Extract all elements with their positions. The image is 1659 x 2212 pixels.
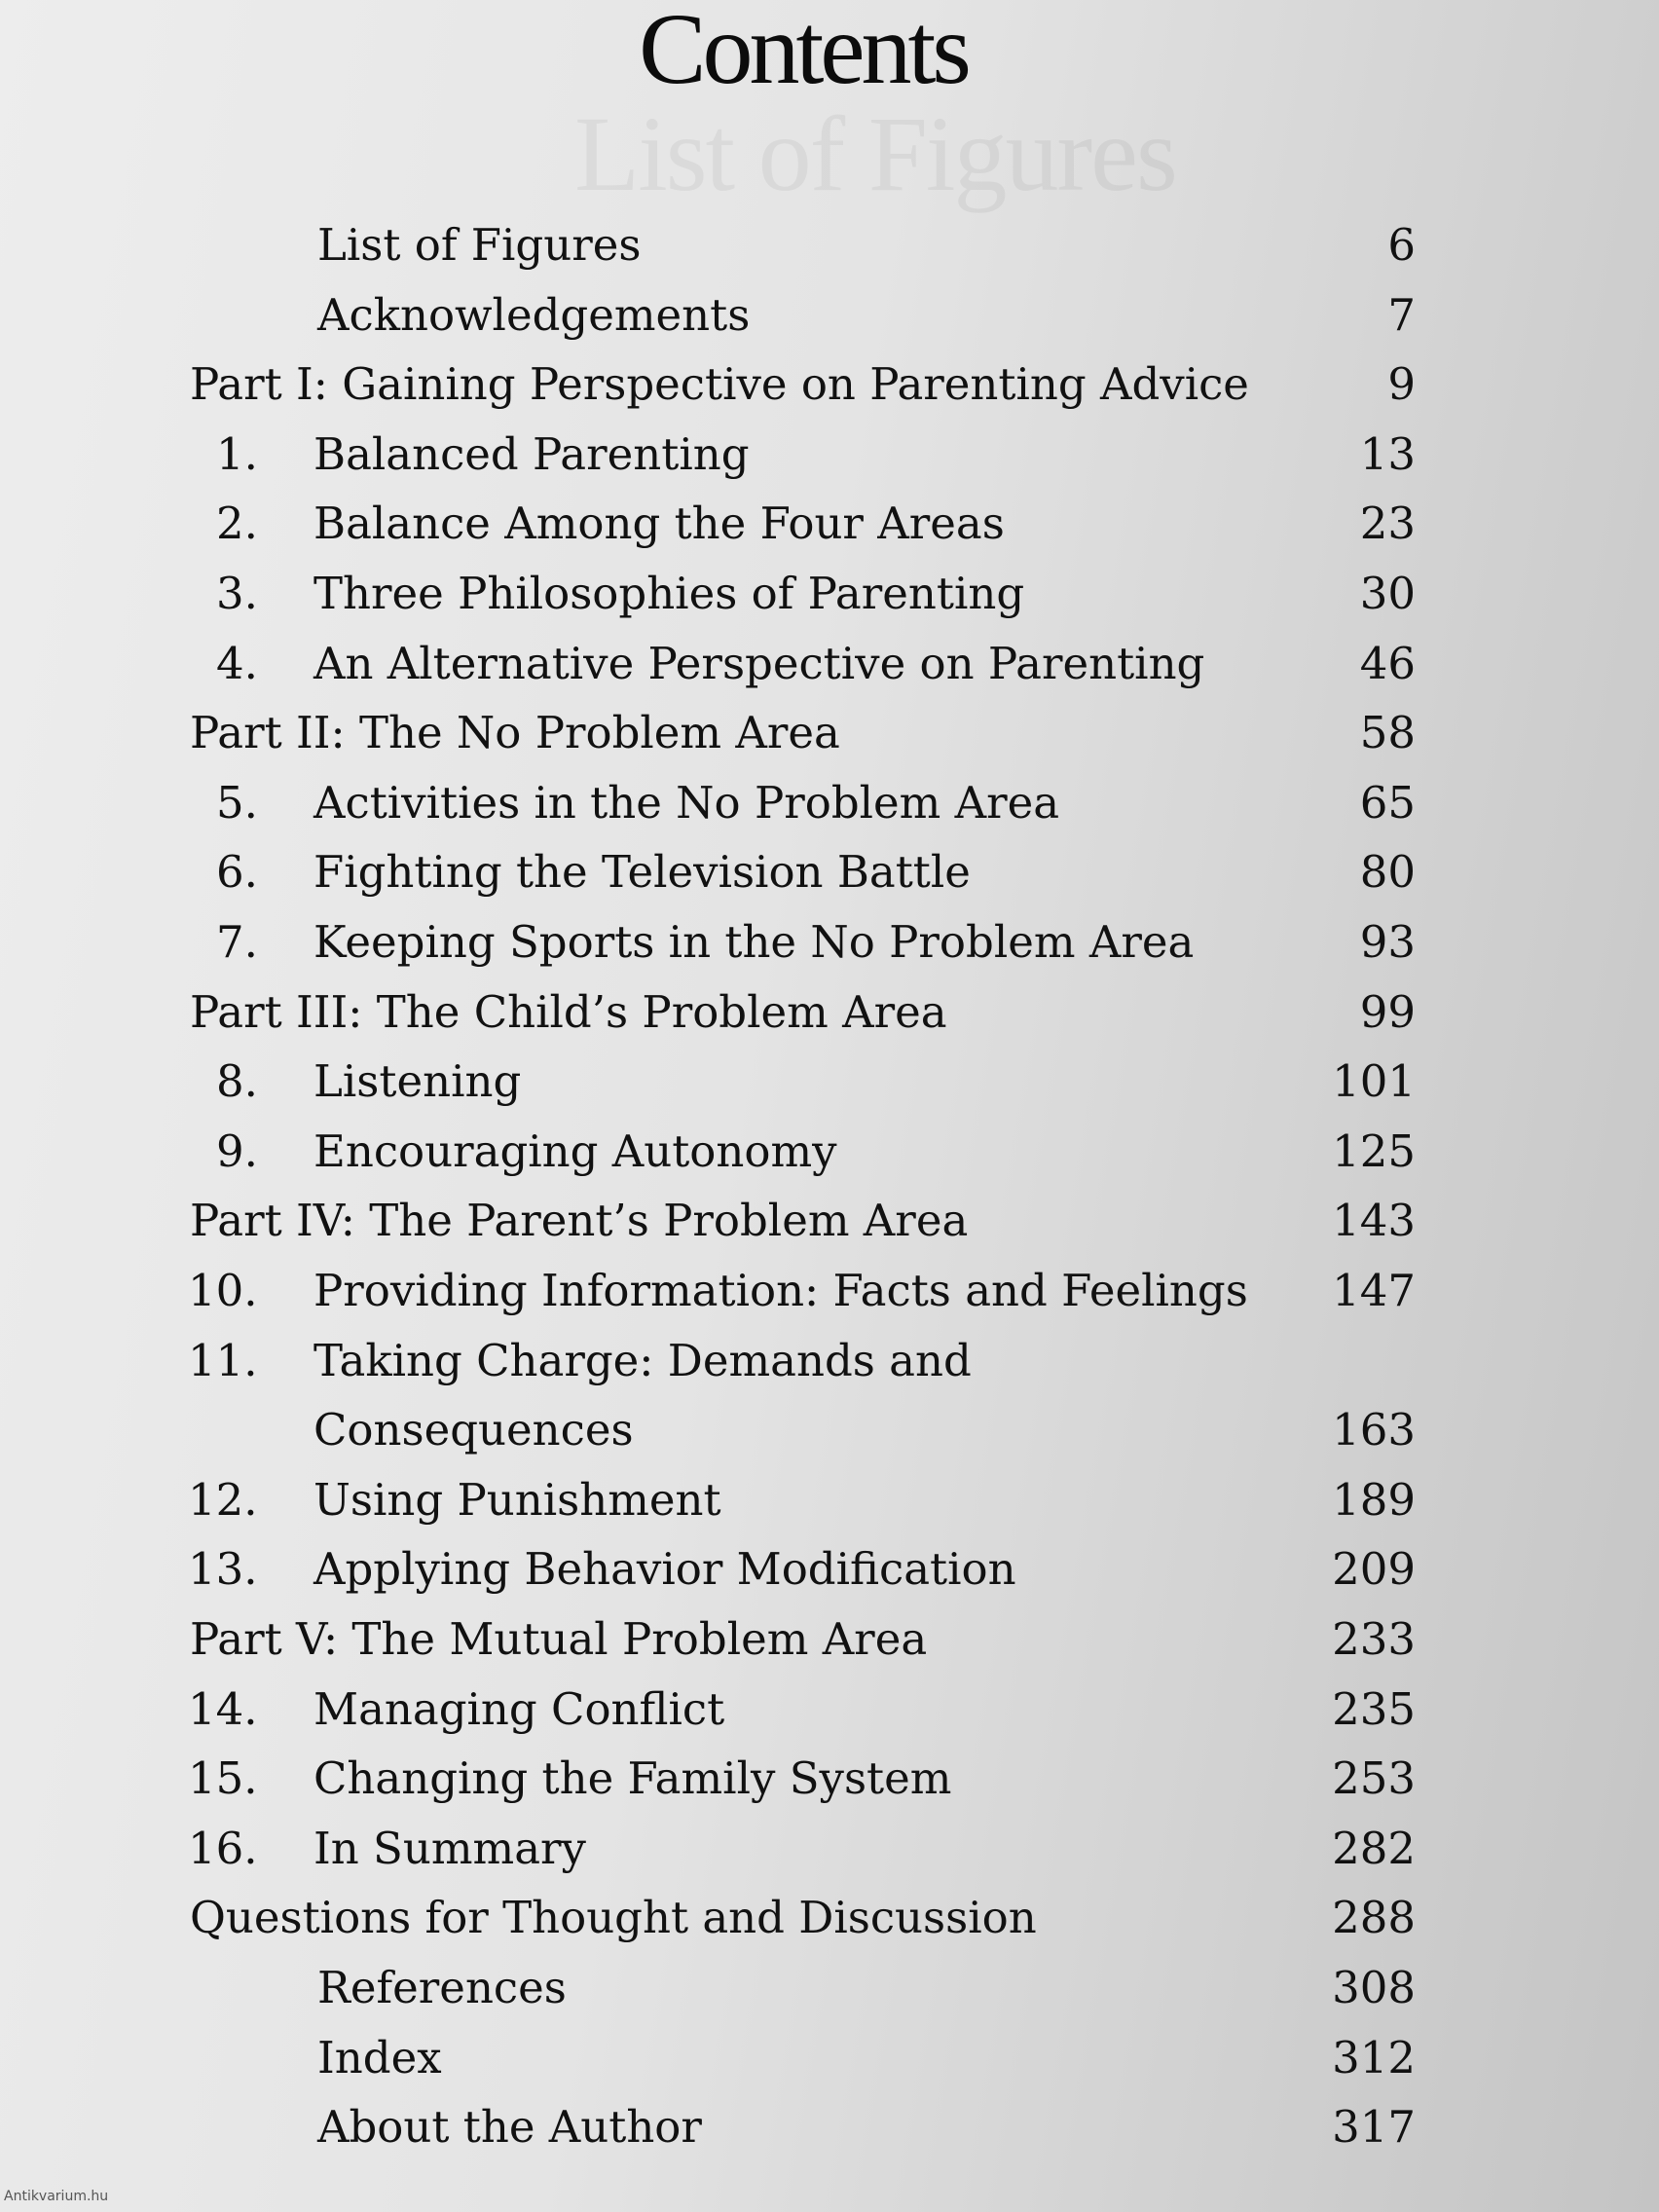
entry-title: Activities in the No Problem Area bbox=[313, 776, 1060, 829]
page-number: 125 bbox=[1332, 1124, 1416, 1177]
page-number: 288 bbox=[1332, 1892, 1416, 1944]
chapter-number: 2. bbox=[216, 498, 258, 550]
entry-title: Encouraging Autonomy bbox=[313, 1124, 837, 1177]
toc-entry bbox=[0, 1047, 1659, 1117]
toc-entry bbox=[0, 1953, 1659, 2023]
page-number: 253 bbox=[1332, 1752, 1416, 1805]
chapter-number: 12. bbox=[188, 1473, 258, 1526]
entry-title: Fighting the Television Battle bbox=[313, 846, 971, 899]
page-number: 99 bbox=[1359, 985, 1416, 1038]
page-number: 147 bbox=[1332, 1265, 1416, 1316]
page-number: 189 bbox=[1332, 1473, 1416, 1526]
page-number: 23 bbox=[1359, 498, 1416, 550]
chapter-number: 9. bbox=[216, 1124, 258, 1177]
toc-entry bbox=[0, 1256, 1659, 1326]
chapter-number: 13. bbox=[188, 1543, 258, 1596]
entry-title: Acknowledgements bbox=[317, 288, 751, 341]
toc-entry bbox=[0, 350, 1659, 420]
page-number: 7 bbox=[1387, 288, 1416, 341]
page-number: 233 bbox=[1332, 1613, 1416, 1665]
entry-title: Listening bbox=[313, 1055, 522, 1108]
chapter-number: 4. bbox=[216, 637, 258, 689]
entry-title: Questions for Thought and Discussion bbox=[190, 1892, 1037, 1944]
toc-entry bbox=[0, 698, 1659, 768]
page-number: 30 bbox=[1359, 568, 1416, 619]
page-number: 143 bbox=[1332, 1195, 1416, 1247]
entry-title: Part V: The Mutual Problem Area bbox=[190, 1613, 928, 1665]
entry-title: About the Author bbox=[317, 2101, 702, 2154]
toc-entry bbox=[0, 977, 1659, 1048]
toc-entry bbox=[0, 1534, 1659, 1604]
chapter-number: 16. bbox=[188, 1822, 258, 1874]
chapter-number: 6. bbox=[216, 846, 258, 899]
toc-entry bbox=[0, 837, 1659, 907]
toc-entry bbox=[0, 1604, 1659, 1675]
entry-title: Part I: Gaining Perspective on Parenting Advice bbox=[190, 358, 1249, 411]
entry-title: Providing Information: Facts and Feelings bbox=[313, 1265, 1248, 1316]
entry-title: List of Figures bbox=[317, 219, 642, 271]
entry-title: Index bbox=[317, 2031, 442, 2083]
page-number: 308 bbox=[1332, 1962, 1416, 2013]
page-number: 163 bbox=[1332, 1404, 1416, 1456]
toc-entry bbox=[0, 1117, 1659, 1187]
chapter-number: 7. bbox=[216, 916, 258, 968]
chapter-number: 14. bbox=[188, 1682, 258, 1735]
page-number: 93 bbox=[1359, 916, 1416, 968]
toc-entry bbox=[0, 489, 1659, 559]
entry-title: Part III: The Child’s Problem Area bbox=[190, 985, 947, 1038]
page-number: 58 bbox=[1359, 707, 1416, 759]
toc-entry bbox=[0, 768, 1659, 838]
entry-title: Using Punishment bbox=[313, 1473, 721, 1526]
chapter-number: 15. bbox=[188, 1752, 258, 1805]
page-number: 312 bbox=[1332, 2031, 1416, 2083]
toc-entry bbox=[0, 1186, 1659, 1256]
toc-entry bbox=[0, 1395, 1659, 1465]
chapter-number: 11. bbox=[188, 1334, 258, 1386]
entry-title: Changing the Family System bbox=[313, 1752, 952, 1805]
entry-title: In Summary bbox=[313, 1822, 586, 1874]
page-title: Contents bbox=[639, 0, 968, 105]
page-number: 209 bbox=[1332, 1543, 1416, 1596]
toc-entry bbox=[0, 210, 1659, 280]
entry-title: Taking Charge: Demands and bbox=[313, 1334, 972, 1386]
toc-entry bbox=[0, 1744, 1659, 1814]
chapter-number: 1. bbox=[216, 427, 258, 480]
page-number: 6 bbox=[1387, 219, 1416, 271]
page-number: 282 bbox=[1332, 1822, 1416, 1874]
toc-entry bbox=[0, 420, 1659, 490]
page-number: 101 bbox=[1332, 1055, 1416, 1108]
page-number: 235 bbox=[1332, 1682, 1416, 1735]
toc-entry bbox=[0, 1814, 1659, 1884]
entry-title: References bbox=[317, 1962, 567, 2013]
watermark: Antikvarium.hu bbox=[4, 2189, 109, 2204]
entry-title: An Alternative Perspective on Parenting bbox=[313, 637, 1205, 689]
chapter-number: 10. bbox=[188, 1265, 258, 1316]
toc-entry bbox=[0, 1883, 1659, 1953]
chapter-number: 5. bbox=[216, 776, 258, 829]
entry-title: Part II: The No Problem Area bbox=[190, 707, 840, 759]
entry-title: Balanced Parenting bbox=[313, 427, 750, 480]
entry-title: Managing Conflict bbox=[313, 1682, 725, 1735]
toc-entry bbox=[0, 2023, 1659, 2093]
page-number: 46 bbox=[1359, 637, 1416, 689]
page-number: 13 bbox=[1359, 427, 1416, 480]
toc-entry bbox=[0, 280, 1659, 350]
page-number: 317 bbox=[1332, 2101, 1416, 2154]
toc-entry bbox=[0, 629, 1659, 699]
toc-entry bbox=[0, 907, 1659, 977]
bleed-through-text: List of Figures bbox=[574, 94, 1176, 213]
entry-title: Keeping Sports in the No Problem Area bbox=[313, 916, 1195, 968]
chapter-number: 3. bbox=[216, 568, 258, 619]
page-number: 9 bbox=[1387, 358, 1416, 411]
page-number: 65 bbox=[1359, 776, 1416, 829]
entry-title: Applying Behavior Modification bbox=[313, 1543, 1016, 1596]
chapter-number: 8. bbox=[216, 1055, 258, 1108]
toc-entry bbox=[0, 559, 1659, 629]
toc-entry bbox=[0, 1675, 1659, 1745]
toc-entry bbox=[0, 1465, 1659, 1535]
toc-entry bbox=[0, 1326, 1659, 1396]
entry-title: Consequences bbox=[313, 1404, 634, 1456]
entry-title: Three Philosophies of Parenting bbox=[313, 568, 1025, 619]
entry-title: Part IV: The Parent’s Problem Area bbox=[190, 1195, 969, 1247]
toc-entry bbox=[0, 2092, 1659, 2162]
entry-title: Balance Among the Four Areas bbox=[313, 498, 1005, 550]
page-number: 80 bbox=[1359, 846, 1416, 899]
